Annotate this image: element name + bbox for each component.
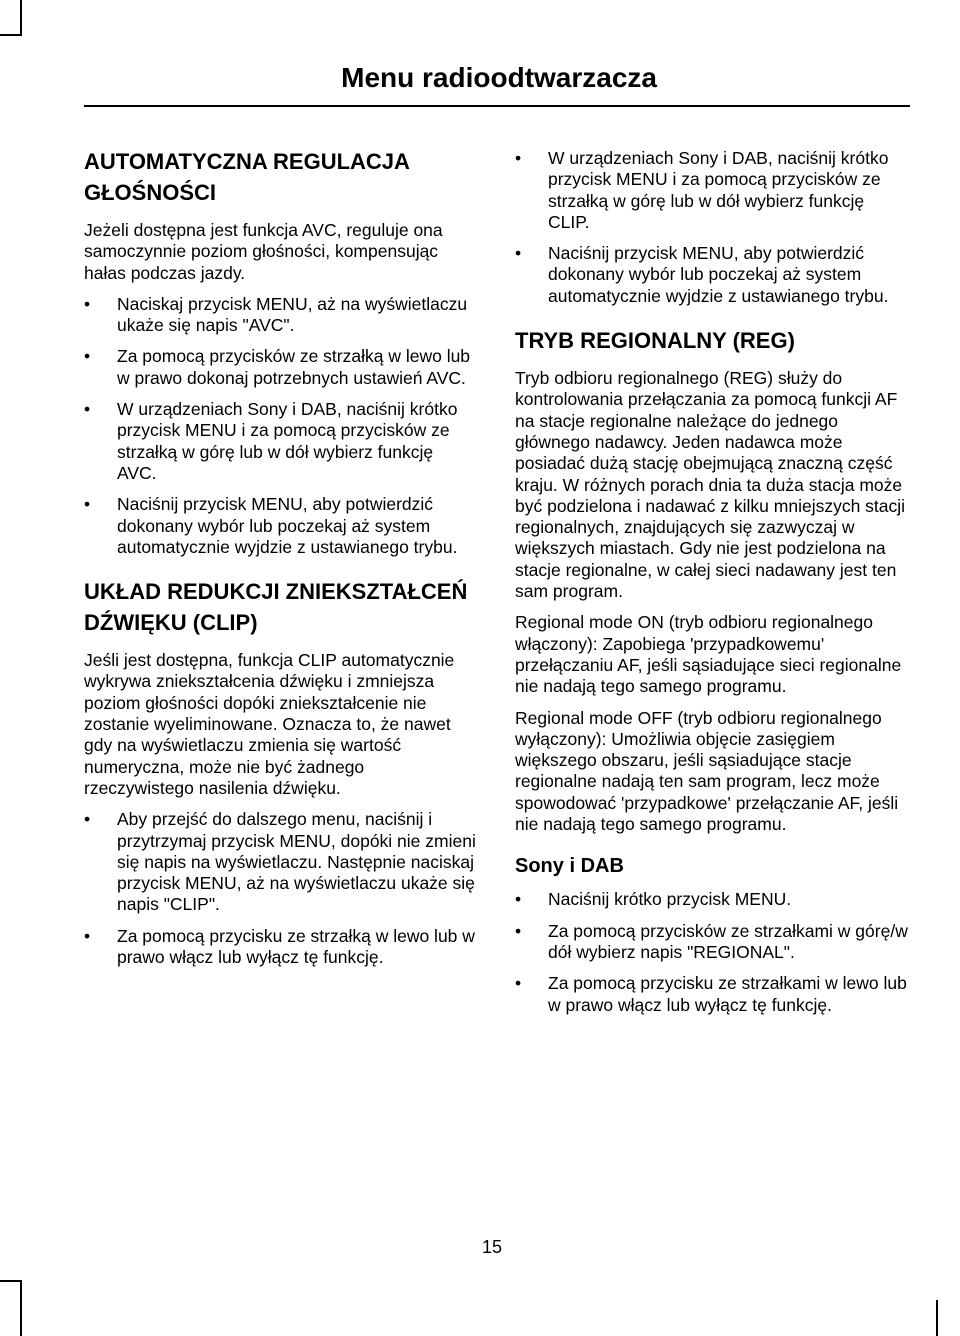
list-item-text: Naciskaj przycisk MENU, aż na wyświetlaczu ukaże się napis "AVC". <box>117 293 468 336</box>
bullet-icon: • <box>515 889 522 910</box>
section-heading-clip: UKŁAD REDUKCJI ZNIEKSZTAŁCEŃ DŹWIĘKU (CLIP) <box>84 579 468 636</box>
bullet-icon: • <box>515 973 522 994</box>
list-item <box>515 243 910 307</box>
clip-intro: Jeśli jest dostępna, funkcja CLIP automatycznie wykrywa zniekształcenia dźwięku i zmniejsza poziom głośności dopóki zniekształcenie nie zostanie wyeliminowane. Oznacza to, że nawet gdy na wyświetlaczu zmienia się wartość numeryczna, może nie być żadnego rzeczywistego nasilenia dźwięku. <box>84 650 455 798</box>
list-item <box>515 889 910 910</box>
avc-intro: Jeżeli dostępna jest funkcja AVC, reguluje ona samoczynnie poziom głośności, kompensując hałas podczas jazdy. <box>84 220 443 283</box>
subheading-sony-dab: Sony i DAB <box>515 855 624 878</box>
clip-continued-bullet-list <box>515 148 910 307</box>
reg-paragraph: Regional mode OFF (tryb odbioru regionalnego wyłączony): Umożliwia objęcie zasięgiem większego obszaru, jeśli sąsiadujące stacje regionalne nadają ten sam program, lecz może spowodować 'przypadkowe' przełączanie AF, jeśli nie nadają tego samego programu. <box>515 707 899 835</box>
list-item <box>515 148 910 233</box>
list-item <box>84 294 476 337</box>
crop-mark-bottom-left <box>20 1280 22 1336</box>
list-item-text: Naciśnij krótko przycisk MENU. <box>548 889 792 910</box>
bullet-icon: • <box>515 920 522 941</box>
bullet-icon: • <box>515 243 522 264</box>
list-item-text: W urządzeniach Sony i DAB, naciśnij krótko przycisk MENU i za pomocą przycisków ze strzałką w górę lub w dół wybierz funkcję CLIP. <box>548 148 889 232</box>
list-item <box>515 921 910 964</box>
reg-paragraph: Tryb odbioru regionalnego (REG) służy do kontrolowania przełączania za pomocą funkcji AF na stacje regionalne należące do jednego głównego nadawcy. Jeden nadawca może posiadać dużą stację obejmującą znaczną część kraju. W różnych porach dnia ta duża stacja może być podzielona i nadawać z kilku mniejszych stacji regionalnych, znajdujących się zazwyczaj w większych miastach. Gdy nie jest podzielona na stacje regionalne, w całej sieci nadawany jest ten sam program. <box>515 368 906 602</box>
avc-bullet-list <box>84 294 476 558</box>
page-title: Menu radioodtwarzacza <box>341 62 657 93</box>
clip-bullet-list <box>84 809 476 968</box>
page-number: 15 <box>481 1237 503 1257</box>
list-item-text: Za pomocą przycisku ze strzałką w lewo lub w prawo włącz lub wyłącz tę funkcję. <box>117 925 475 968</box>
sony-dab-bullet-list <box>515 889 910 1015</box>
title-divider <box>84 105 910 107</box>
left-column <box>84 146 476 978</box>
bullet-icon: • <box>84 809 91 830</box>
list-item-text: Za pomocą przycisków ze strzałką w lewo lub w prawo dokonaj potrzebnych ustawień AVC. <box>117 346 471 388</box>
bullet-icon: • <box>84 293 91 314</box>
list-item <box>84 494 476 558</box>
crop-mark-bottom-left-horizontal <box>0 1280 22 1282</box>
list-item-text: Aby przejść do dalszego menu, naciśnij i przytrzymaj przycisk MENU, dopóki nie zmieni się napis na wyświetlaczu. Następnie naciskaj przycisk MENU, aż na wyświetlaczu ukaże się napis "CLIP". <box>117 809 476 915</box>
section-heading-reg: TRYB REGIONALNY (REG) <box>515 328 795 354</box>
list-item <box>84 809 476 915</box>
bullet-icon: • <box>84 346 91 367</box>
reg-paragraph: Regional mode ON (tryb odbioru regionalnego włączony): Zapobiega 'przypadkowemu' przełączaniu AF, jeśli sąsiadujące sieci regionalne nie nadają tego samego programu. <box>515 612 902 697</box>
right-column <box>515 148 910 1026</box>
bullet-icon: • <box>515 148 522 168</box>
list-item-text: Naciśnij przycisk MENU, aby potwierdzić dokonany wybór lub poczekaj aż system automatycznie wyjdzie z ustawianego trybu. <box>548 243 889 306</box>
list-item <box>515 973 910 1016</box>
bullet-icon: • <box>84 399 91 420</box>
list-item-text: Naciśnij przycisk MENU, aby potwierdzić dokonany wybór lub poczekaj aż system automatycznie wyjdzie z ustawianego trybu. <box>117 494 458 557</box>
list-item-text: Za pomocą przycisku ze strzałkami w lewo lub w prawo włącz lub wyłącz tę funkcję. <box>548 973 907 1015</box>
crop-mark-bottom-right <box>936 1300 938 1336</box>
crop-mark-top-left <box>20 0 22 36</box>
list-item <box>84 399 476 484</box>
bullet-icon: • <box>84 494 91 515</box>
list-item <box>84 346 476 389</box>
list-item-text: W urządzeniach Sony i DAB, naciśnij krótko przycisk MENU i za pomocą przycisków ze strzałką w górę lub w dół wybierz funkcję AVC. <box>117 399 458 483</box>
bullet-icon: • <box>84 925 91 946</box>
list-item-text: Za pomocą przycisków ze strzałkami w górę/w dół wybierz napis "REGIONAL". <box>548 920 908 962</box>
list-item <box>84 926 476 969</box>
section-heading-avc: AUTOMATYCZNA REGULACJA GŁOŚNOŚCI <box>84 149 410 205</box>
crop-mark-top-left-horizontal <box>0 34 22 36</box>
